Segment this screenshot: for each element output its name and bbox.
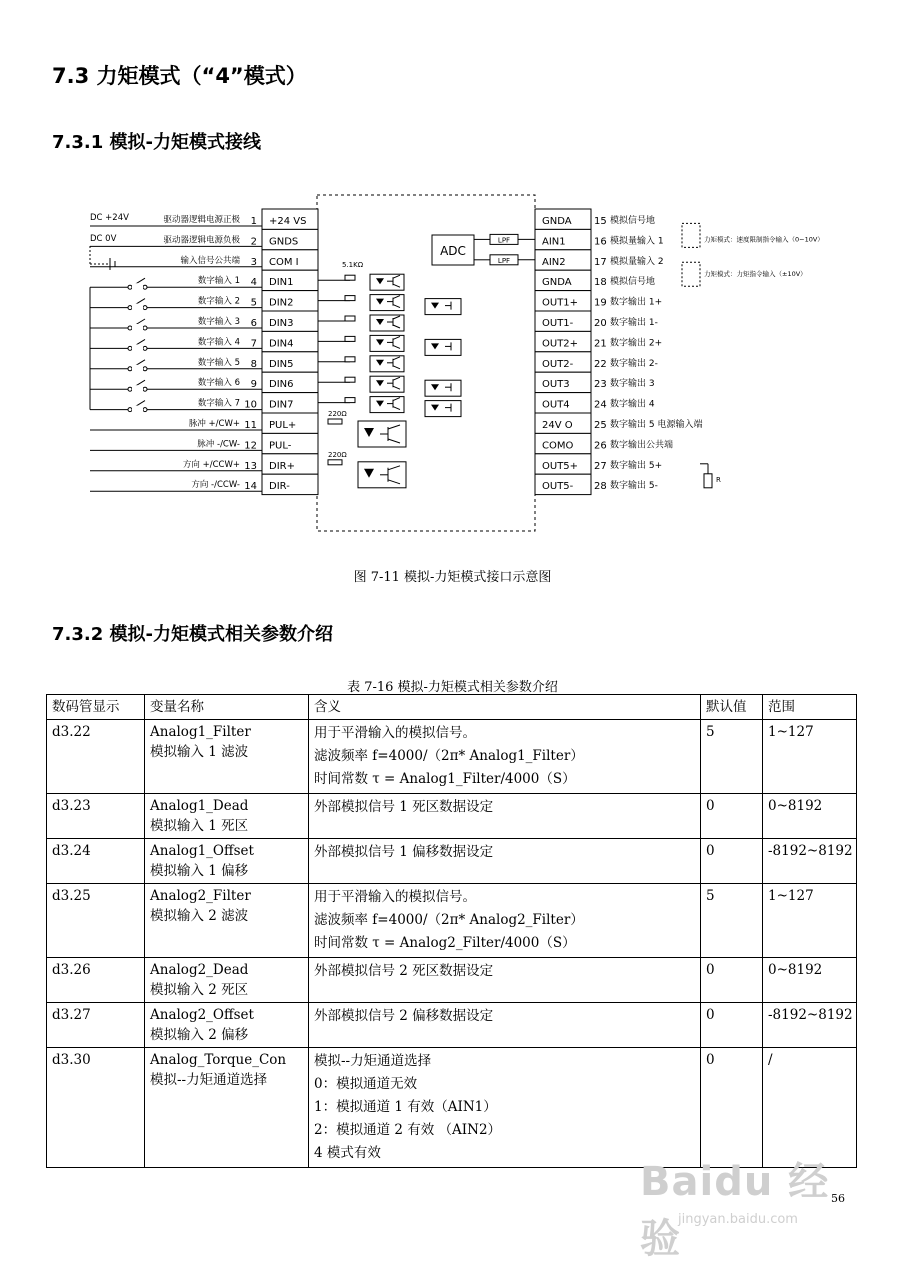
pin-name-right: 24V O — [542, 420, 573, 431]
pin-number-left: 11 — [244, 420, 257, 431]
params-table — [46, 694, 857, 1168]
pin-number-right: 26 — [594, 440, 607, 452]
pin-number-right: 19 — [594, 297, 607, 309]
cell-name-line: Analog2_Filter — [150, 888, 251, 904]
cell-range: -8192~8192 — [763, 839, 857, 884]
cell-meaning-line: 滤波频率 f=4000/（2π* Analog1_Filter） — [314, 748, 584, 764]
pin-number-left: 1 — [250, 216, 257, 227]
cell-default: 0 — [701, 794, 763, 839]
pin-desc-right: 数字输出 2- — [610, 358, 658, 369]
cell-name-line: 模拟输入 1 滤波 — [150, 744, 249, 760]
optocoupler — [370, 397, 404, 413]
cell-name-line: 模拟输入 2 偏移 — [150, 1027, 249, 1043]
cell-meaning — [309, 958, 701, 1003]
cell-name-line: 模拟输入 2 死区 — [150, 982, 249, 998]
table-row — [47, 794, 857, 839]
pin-name-right: OUT2+ — [542, 338, 579, 350]
pin-name-right: OUT2- — [542, 358, 574, 370]
cell-name — [145, 1003, 309, 1048]
pin-number-left: 9 — [250, 379, 257, 391]
cell-range: 0~8192 — [763, 958, 857, 1003]
cell-range: 0~8192 — [763, 794, 857, 839]
pin-number-right: 25 — [594, 420, 607, 431]
pin-number-left: 6 — [250, 318, 257, 329]
cell-name-line: Analog2_Offset — [150, 1007, 254, 1023]
cell-name — [145, 720, 309, 794]
pin-number-right: 23 — [594, 379, 607, 391]
cell-meaning — [309, 839, 701, 884]
cell-meaning-line: 2：模拟通道 2 有效 （AIN2） — [314, 1122, 502, 1138]
load-resistor — [704, 474, 712, 488]
cell-name-line: 模拟输入 2 滤波 — [150, 908, 249, 924]
pin-desc-right: 模拟量输入 2 — [610, 256, 664, 267]
resistor — [345, 377, 355, 382]
pin-desc-left: 数字输入 2 — [197, 296, 240, 307]
cell-name — [145, 884, 309, 958]
cell-meaning-line: 外部模拟信号 1 死区数据设定 — [314, 799, 494, 815]
pin-number-left: 13 — [244, 460, 257, 472]
watermark-main: Baidu 经验 — [640, 1159, 830, 1262]
resistor — [345, 296, 355, 301]
pin-name-right: OUT3 — [542, 379, 570, 391]
cell-name-line: Analog1_Offset — [150, 843, 254, 859]
pin-desc-right: 数字输出 1+ — [610, 297, 663, 308]
pin-desc-left: 数字输入 6 — [197, 378, 240, 389]
lpf-label: LPF — [497, 236, 511, 245]
pin-desc-left: 输入信号公共端 — [180, 255, 240, 266]
load-label: R — [716, 476, 721, 485]
pin-number-right: 28 — [594, 481, 607, 493]
table-header-row — [47, 695, 857, 720]
pin-desc-left: 方向 +/CCW+ — [182, 459, 240, 470]
pin-number-left: 14 — [244, 481, 257, 493]
pin-name-right: GNDA — [542, 216, 572, 227]
pin-name-right: OUT4 — [542, 399, 570, 411]
output-optocoupler — [425, 401, 461, 417]
pin-desc-right: 数字输出 3 — [610, 379, 655, 390]
optocoupler — [370, 356, 404, 372]
power-label-positive: DC +24V — [90, 213, 129, 223]
cell-name — [145, 794, 309, 839]
pin-number-left: 10 — [244, 399, 257, 411]
pin-name-left: DIN5 — [269, 358, 294, 370]
cell-default: 0 — [701, 958, 763, 1003]
cell-meaning-line: 时间常数 τ = Analog1_Filter/4000（S） — [314, 771, 576, 787]
cell-name — [145, 958, 309, 1003]
pin-name-left: DIR+ — [269, 460, 295, 472]
cell-meaning-line: 模拟--力矩通道选择 — [314, 1053, 432, 1069]
cell-meaning-line: 外部模拟信号 1 偏移数据设定 — [314, 844, 494, 860]
page-number: 56 — [831, 1192, 845, 1205]
cell-meaning — [309, 720, 701, 794]
cell-meaning-line: 滤波频率 f=4000/（2π* Analog2_Filter） — [314, 912, 584, 928]
cell-code: d3.24 — [47, 839, 145, 884]
pin-name-right: OUT5- — [542, 481, 574, 493]
header-meaning: 含义 — [309, 695, 701, 720]
optocoupler — [370, 335, 404, 351]
pin-number-right: 21 — [594, 338, 607, 350]
pin-number-right: 15 — [594, 216, 607, 227]
header-code: 数码管显示 — [47, 695, 145, 720]
table-row — [47, 839, 857, 884]
pin-number-right: 20 — [594, 318, 607, 329]
pin-desc-left: 数字输入 3 — [197, 317, 240, 327]
cell-name-line: Analog_Torque_Con — [150, 1052, 287, 1068]
resistor — [345, 357, 355, 362]
pin-name-left: DIN4 — [269, 338, 294, 350]
pin-number-left: 4 — [250, 277, 257, 289]
pin-name-right: OUT5+ — [542, 460, 579, 472]
cell-range: -8192~8192 — [763, 1003, 857, 1048]
wiring-diagram — [60, 190, 850, 540]
cell-code: d3.27 — [47, 1003, 145, 1048]
pin-name-left: +24 VS — [269, 216, 307, 227]
cell-default: 5 — [701, 884, 763, 958]
cell-range: / — [763, 1048, 857, 1168]
ain1-note: 力矩模式：速度限制指令输入（0~10V） — [704, 235, 824, 244]
figure-caption: 图 7-11 模拟-力矩模式接口示意图 — [353, 570, 552, 585]
pin-desc-right: 数字输出公共端 — [610, 440, 674, 451]
optocoupler — [370, 315, 404, 331]
cell-meaning-line: 用于平滑输入的模拟信号。 — [314, 725, 476, 741]
optocoupler — [370, 274, 404, 290]
pulse-resistor — [328, 460, 342, 465]
pin-desc-left: 驱动器逻辑电源负极 — [163, 235, 240, 246]
subsection-params-title: 7.3.2 模拟-力矩模式相关参数介绍 — [52, 624, 333, 645]
cell-meaning-line: 1：模拟通道 1 有效（AIN1） — [314, 1099, 497, 1115]
table-row — [47, 958, 857, 1003]
pin-number-left: 7 — [250, 338, 257, 350]
pin-desc-right: 模拟量输入 1 — [610, 236, 664, 247]
baidu-watermark — [640, 1150, 840, 1264]
pin-name-left: DIN6 — [269, 379, 294, 391]
resistor — [345, 336, 355, 341]
pin-name-right: GNDA — [542, 277, 572, 289]
cell-name-line: 模拟输入 1 偏移 — [150, 863, 249, 879]
resistor — [345, 316, 355, 321]
pin-number-right: 18 — [594, 277, 607, 289]
pin-desc-left: 驱动器逻辑电源正极 — [163, 215, 240, 225]
cell-meaning — [309, 884, 701, 958]
pulse-resistor — [328, 419, 342, 424]
cell-name — [145, 839, 309, 884]
pin-desc-left: 方向 -/CCW- — [191, 480, 240, 491]
header-name: 变量名称 — [145, 695, 309, 720]
pin-number-right: 22 — [594, 358, 607, 370]
pin-number-right: 24 — [594, 399, 607, 411]
cell-name-line: Analog1_Filter — [150, 724, 251, 740]
cell-name-line: Analog2_Dead — [150, 962, 249, 978]
pin-desc-right: 数字输出 2+ — [610, 338, 663, 349]
watermark-sub: jingyan.baidu.com — [678, 1212, 798, 1227]
pin-number-right: 27 — [594, 460, 607, 472]
resistor-label-pulse: 220Ω — [328, 450, 347, 459]
pin-number-left: 5 — [250, 297, 257, 309]
pin-desc-left: 数字输入 4 — [197, 337, 240, 348]
cell-name — [145, 1048, 309, 1168]
pin-name-right: AIN2 — [542, 256, 566, 268]
pin-name-left: PUL- — [269, 440, 292, 452]
pin-desc-right: 数字输出 5- — [610, 481, 658, 492]
pin-number-left: 8 — [250, 358, 257, 370]
pin-name-left: COM I — [269, 256, 299, 268]
cell-name-line: 模拟输入 1 死区 — [150, 818, 249, 834]
cell-name-line: 模拟--力矩通道选择 — [150, 1072, 268, 1088]
header-range: 范围 — [763, 695, 857, 720]
pin-desc-left: 数字输入 7 — [197, 398, 240, 409]
cell-default: 0 — [701, 1048, 763, 1168]
resistor — [345, 398, 355, 403]
output-optocoupler — [425, 299, 461, 315]
cell-name-line: Analog1_Dead — [150, 798, 249, 814]
cell-meaning — [309, 1003, 701, 1048]
pin-name-left: DIN3 — [269, 318, 294, 329]
cell-code: d3.23 — [47, 794, 145, 839]
table-row — [47, 884, 857, 958]
cell-meaning-line: 用于平滑输入的模拟信号。 — [314, 889, 476, 905]
optocoupler — [370, 295, 404, 311]
lpf-label: LPF — [497, 256, 511, 265]
cell-default: 0 — [701, 839, 763, 884]
cell-meaning-line: 外部模拟信号 2 偏移数据设定 — [314, 1008, 494, 1024]
pin-number-right: 17 — [594, 256, 607, 268]
section-title: 7.3 力矩模式（“4”模式） — [52, 64, 307, 88]
subsection-wiring-title: 7.3.1 模拟-力矩模式接线 — [52, 132, 261, 153]
cell-default: 0 — [701, 1003, 763, 1048]
cell-range: 1~127 — [763, 884, 857, 958]
pin-desc-right: 数字输出 1- — [610, 318, 658, 328]
pin-desc-left: 数字输入 5 — [197, 357, 240, 368]
cell-default: 5 — [701, 720, 763, 794]
pin-name-left: DIN2 — [269, 297, 294, 309]
header-default: 默认值 — [701, 695, 763, 720]
pin-desc-left: 脉冲 +/CW+ — [188, 419, 240, 429]
pin-name-right: OUT1+ — [542, 297, 579, 309]
resistor — [345, 275, 355, 280]
cell-meaning-line: 时间常数 τ = Analog2_Filter/4000（S） — [314, 935, 576, 951]
resistor-label: 5.1KΩ — [342, 261, 364, 270]
pin-name-left: DIR- — [269, 481, 290, 493]
pin-name-right: COMO — [542, 440, 574, 452]
pin-desc-right: 数字输出 5+ — [610, 460, 663, 471]
pin-number-left: 12 — [244, 440, 257, 452]
cell-meaning — [309, 794, 701, 839]
resistor-label-pulse: 220Ω — [328, 410, 347, 418]
cell-code: d3.30 — [47, 1048, 145, 1168]
adc-label: ADC — [440, 244, 466, 258]
table-caption: 表 7-16 模拟-力矩模式相关参数介绍 — [347, 680, 558, 695]
pin-name-right: OUT1- — [542, 318, 574, 329]
pin-desc-left: 脉冲 -/CW- — [197, 439, 240, 450]
table-row — [47, 1003, 857, 1048]
pin-desc-right: 模拟信号地 — [610, 277, 656, 288]
pin-desc-right: 模拟信号地 — [610, 216, 656, 226]
power-label-negative: DC 0V — [90, 234, 117, 244]
optocoupler — [370, 376, 404, 392]
cell-meaning-line: 0：模拟通道无效 — [314, 1076, 418, 1092]
pin-name-left: PUL+ — [269, 420, 297, 431]
pin-name-left: DIN1 — [269, 277, 294, 289]
cell-code: d3.22 — [47, 720, 145, 794]
cell-meaning-line: 4 模式有效 — [314, 1145, 381, 1161]
table-row — [47, 720, 857, 794]
ain2-note: 力矩模式：力矩指令输入（±10V） — [704, 270, 807, 279]
pin-number-left: 2 — [250, 236, 257, 248]
cell-code: d3.25 — [47, 884, 145, 958]
pin-desc-right: 数字输出 4 — [610, 399, 655, 410]
pin-desc-left: 数字输入 1 — [197, 276, 240, 287]
cell-meaning-line: 外部模拟信号 2 死区数据设定 — [314, 963, 494, 979]
pin-desc-right: 数字输出 5 电源输入端 — [610, 420, 703, 430]
pin-name-left: DIN7 — [269, 399, 294, 411]
pin-number-right: 16 — [594, 236, 607, 248]
output-optocoupler — [425, 339, 461, 355]
cell-range: 1~127 — [763, 720, 857, 794]
output-optocoupler — [425, 380, 461, 396]
pin-number-left: 3 — [250, 256, 257, 268]
pin-name-left: GNDS — [269, 236, 299, 248]
cell-code: d3.26 — [47, 958, 145, 1003]
pin-name-right: AIN1 — [542, 236, 566, 248]
drive-boundary — [317, 195, 535, 531]
